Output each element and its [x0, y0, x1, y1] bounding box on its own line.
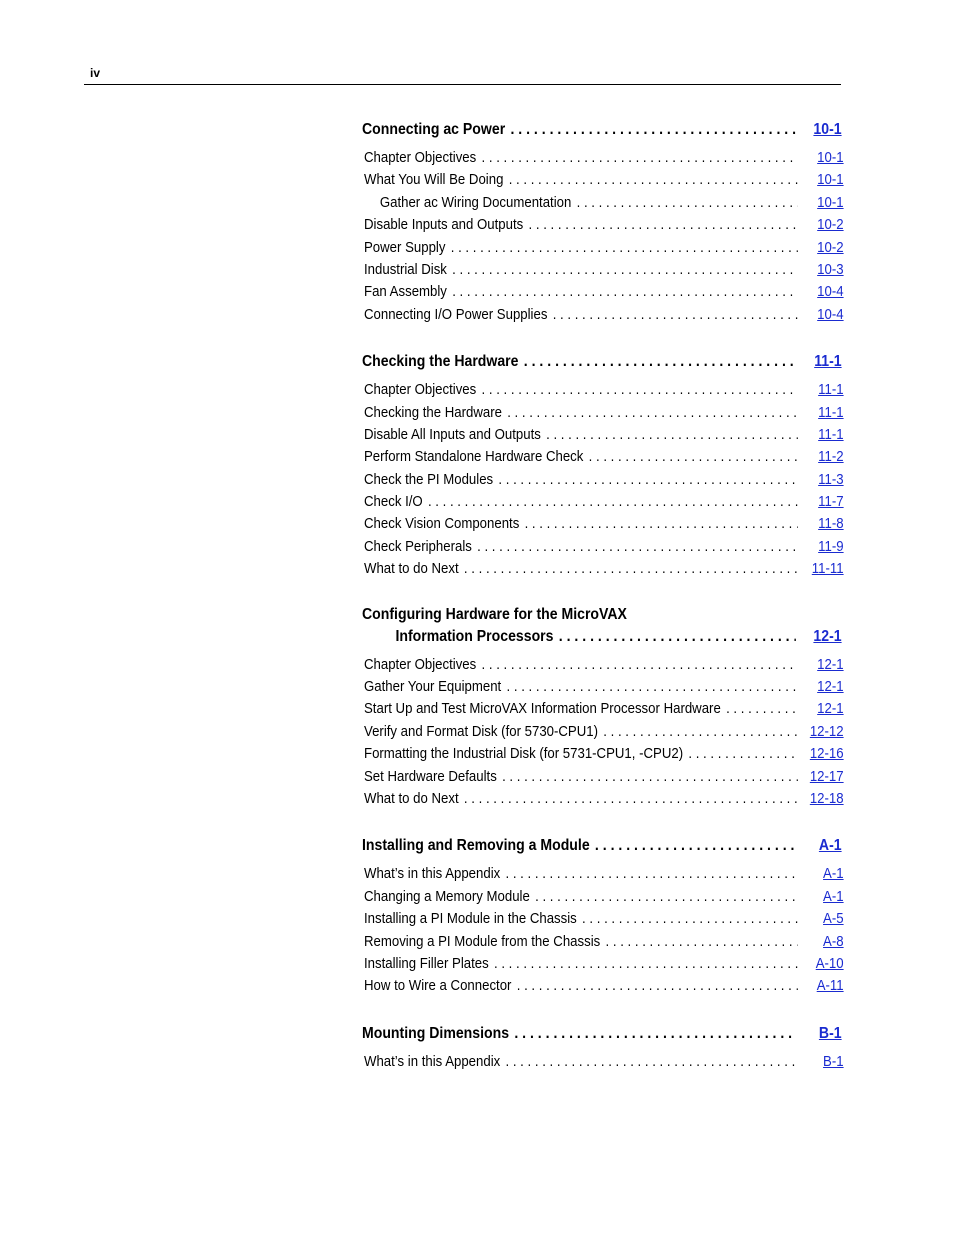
dot-leader	[507, 402, 798, 424]
toc-entry[interactable]	[364, 424, 844, 446]
toc-section	[362, 1022, 842, 1073]
entry-label: Verify and Format Disk (for 5730-CPU1)	[364, 722, 599, 740]
entry-label: Chapter Objectives	[364, 381, 477, 399]
entry-page-link[interactable]: 12-1	[817, 700, 844, 718]
dot-leader	[498, 469, 797, 491]
entry-page-link[interactable]: B-1	[823, 1052, 844, 1070]
dot-leader	[509, 169, 798, 191]
dot-leader	[502, 766, 798, 788]
toc-section	[362, 834, 842, 997]
dot-leader	[464, 788, 798, 810]
entry-page-link[interactable]: 11-1	[818, 381, 844, 399]
entry-label: Set Hardware Defaults	[364, 767, 497, 785]
dot-leader	[482, 147, 798, 169]
entry-label: Connecting I/O Power Supplies	[364, 305, 548, 323]
entry-label: Fan Assembly	[364, 283, 447, 301]
toc-entry[interactable]	[364, 886, 844, 908]
entry-page-link[interactable]: 10-2	[817, 238, 844, 256]
section-page-link[interactable]: 12-1	[813, 627, 842, 645]
toc-entry[interactable]	[364, 536, 844, 558]
dot-leader	[595, 834, 796, 858]
section-title: Checking the Hardware	[362, 353, 519, 371]
entry-page-link[interactable]: 11-8	[818, 515, 844, 533]
entry-label: Removing a PI Module from the Chassis	[364, 932, 601, 950]
entry-page-link[interactable]: 12-1	[817, 655, 844, 673]
dot-leader	[524, 350, 796, 374]
entry-page-link[interactable]: A-1	[823, 865, 844, 883]
dot-leader	[482, 654, 798, 676]
toc-entry[interactable]	[364, 402, 844, 424]
toc-entry[interactable]	[364, 654, 844, 676]
toc-entry[interactable]	[364, 766, 844, 788]
dot-leader	[510, 118, 795, 142]
section-heading[interactable]	[362, 625, 842, 649]
dot-leader	[535, 886, 798, 908]
toc-entry[interactable]	[364, 304, 844, 326]
toc-entry[interactable]	[364, 491, 844, 513]
toc-section	[362, 118, 842, 326]
entry-label: Check I/O	[364, 493, 423, 511]
section-heading[interactable]	[362, 1022, 842, 1046]
entry-page-link[interactable]: 11-7	[818, 493, 844, 511]
entry-page-link[interactable]: 11-1	[818, 425, 844, 443]
entry-label: What You Will Be Doing	[364, 171, 504, 189]
toc-entry[interactable]	[364, 676, 844, 698]
toc-entry[interactable]	[364, 469, 844, 491]
entry-page-link[interactable]: 10-4	[817, 305, 844, 323]
entry-label: What to do Next	[364, 789, 459, 807]
dot-leader	[606, 931, 798, 953]
entry-label: Perform Standalone Hardware Check	[364, 448, 584, 466]
dot-leader	[506, 1051, 798, 1073]
section-page-link[interactable]: B-1	[818, 1024, 842, 1042]
dot-leader	[525, 513, 798, 535]
toc-entry[interactable]	[364, 1051, 844, 1073]
entry-page-link[interactable]: A-1	[823, 887, 844, 905]
entry-page-link[interactable]: 12-16	[809, 745, 844, 763]
toc-entry[interactable]	[364, 931, 844, 953]
entry-label: Industrial Disk	[364, 260, 447, 278]
toc-entry[interactable]	[364, 147, 844, 169]
entry-label: Checking the Hardware	[364, 403, 502, 421]
entry-label: Gather Your Equipment	[364, 678, 502, 696]
entry-label: Chapter Objectives	[364, 148, 477, 166]
toc-entry[interactable]	[364, 446, 844, 468]
section-heading[interactable]	[362, 118, 842, 142]
toc-entry[interactable]	[364, 863, 844, 885]
entry-page-link[interactable]: 11-9	[818, 537, 844, 555]
dot-leader	[589, 446, 798, 468]
section-title: Installing and Removing a Module	[362, 837, 590, 855]
entry-page-link[interactable]: 12-1	[817, 678, 844, 696]
table-of-contents	[362, 118, 842, 1097]
section-heading[interactable]	[362, 834, 842, 858]
toc-section	[362, 605, 842, 811]
dot-leader	[514, 1022, 796, 1046]
section-title: Connecting ac Power	[362, 121, 506, 138]
toc-entry[interactable]	[364, 192, 844, 214]
page-number: iv	[90, 66, 101, 80]
toc-entry[interactable]	[364, 698, 844, 720]
dot-leader	[452, 281, 798, 303]
section-heading[interactable]	[362, 350, 842, 374]
entry-label: Formatting the Industrial Disk (for 5731-CPU1, -CPU2)	[364, 745, 684, 763]
toc-entry[interactable]	[364, 721, 844, 743]
entry-page-link[interactable]: A-11	[816, 977, 844, 995]
entry-page-link[interactable]: 10-3	[817, 260, 844, 278]
entry-page-link[interactable]: 11-11	[811, 560, 844, 578]
toc-entry[interactable]	[364, 281, 844, 303]
section-title-line1: Configuring Hardware for the MicroVAX	[362, 605, 627, 623]
section-title: Mounting Dimensions	[362, 1024, 510, 1042]
entry-page-link[interactable]: A-5	[823, 910, 844, 928]
toc-entry[interactable]	[364, 169, 844, 191]
entry-label: What to do Next	[364, 560, 459, 578]
entry-label: Start Up and Test MicroVAX Information Processor Hardware	[364, 700, 721, 718]
toc-entry[interactable]	[364, 788, 844, 810]
entry-label: Installing a PI Module in the Chassis	[364, 910, 577, 928]
dot-leader	[507, 676, 798, 698]
entry-label: What’s in this Appendix	[364, 865, 501, 883]
section-title-line2: Information Processors	[395, 627, 554, 645]
entry-page-link[interactable]: 10-1	[817, 148, 844, 166]
entry-label: Disable All Inputs and Outputs	[364, 425, 541, 443]
dot-leader	[494, 953, 798, 975]
dot-leader	[428, 491, 798, 513]
dot-leader	[452, 259, 798, 281]
dot-leader	[506, 863, 798, 885]
entry-label: Installing Filler Plates	[364, 954, 489, 972]
toc-entry[interactable]	[364, 259, 844, 281]
dot-leader	[726, 698, 798, 720]
entry-label: What’s in this Appendix	[364, 1052, 501, 1070]
dot-leader	[559, 625, 796, 649]
entry-page-link[interactable]: 12-12	[809, 722, 844, 740]
entry-label: Check the PI Modules	[364, 470, 494, 488]
toc-entry[interactable]	[364, 743, 844, 765]
section-page-link[interactable]: 10-1	[813, 121, 842, 138]
dot-leader	[517, 975, 798, 997]
toc-entry[interactable]	[364, 558, 844, 580]
entry-label: Power Supply	[364, 238, 446, 256]
dot-leader	[688, 743, 797, 765]
toc-entry[interactable]	[364, 953, 844, 975]
entry-page-link[interactable]: 12-18	[809, 789, 844, 807]
dot-leader	[482, 379, 798, 401]
entry-page-link[interactable]: 11-2	[818, 448, 844, 466]
dot-leader	[464, 558, 798, 580]
entry-page-link[interactable]: 11-3	[818, 470, 844, 488]
entry-page-link[interactable]: A-10	[815, 954, 844, 972]
section-page-link[interactable]: 11-1	[814, 353, 842, 371]
dot-leader	[603, 721, 798, 743]
dot-leader	[582, 908, 798, 930]
entry-page-link[interactable]: 10-1	[817, 193, 844, 211]
entry-label: Gather ac Wiring Documentation	[379, 193, 572, 211]
entry-label: Disable Inputs and Outputs	[364, 216, 524, 234]
dot-leader	[477, 536, 798, 558]
toc-entry[interactable]	[364, 975, 844, 997]
entry-label: Check Peripherals	[364, 537, 472, 555]
header-rule	[84, 84, 841, 85]
dot-leader	[577, 192, 798, 214]
toc-entry[interactable]	[364, 237, 844, 259]
dot-leader	[553, 304, 798, 326]
section-page-link[interactable]: A-1	[818, 837, 842, 855]
entry-label: How to Wire a Connector	[364, 977, 512, 995]
entry-label: Changing a Memory Module	[364, 887, 530, 905]
entry-page-link[interactable]: 10-2	[817, 216, 844, 234]
toc-entry[interactable]	[364, 214, 844, 236]
entry-page-link[interactable]: 10-1	[817, 171, 844, 189]
toc-entry[interactable]	[364, 908, 844, 930]
dot-leader	[451, 237, 798, 259]
toc-entry[interactable]	[364, 513, 844, 535]
entry-label: Chapter Objectives	[364, 655, 477, 673]
entry-label: Check Vision Components	[364, 515, 520, 533]
dot-leader	[546, 424, 798, 446]
toc-section	[362, 350, 842, 581]
entry-page-link[interactable]: A-8	[823, 932, 844, 950]
entry-page-link[interactable]: 12-17	[809, 767, 844, 785]
entry-page-link[interactable]: 10-4	[817, 283, 844, 301]
dot-leader	[529, 214, 798, 236]
entry-page-link[interactable]: 11-1	[818, 403, 844, 421]
toc-entry[interactable]	[364, 379, 844, 401]
